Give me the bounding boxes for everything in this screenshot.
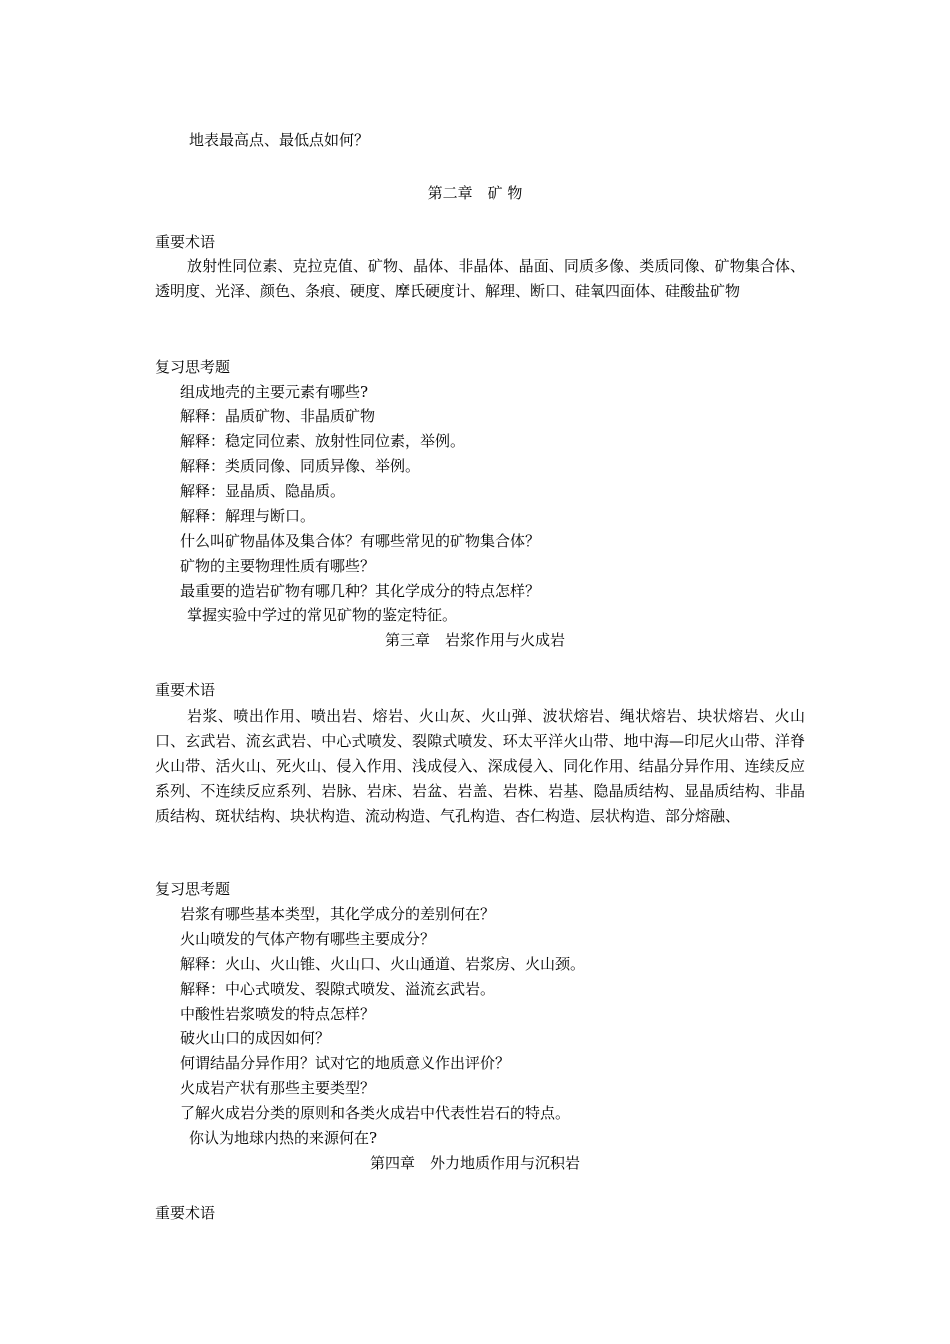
chapter3-question: 解释：中心式喷发、裂隙式喷发、溢流玄武岩。 xyxy=(180,980,496,998)
chapter2-question: 什么叫矿物晶体及集合体？有哪些常见的矿物集合体？ xyxy=(180,532,541,550)
chapter2-terms-text: 放射性同位素、克拉克值、矿物、晶体、非晶体、晶面、同质多像、类质同像、矿物集合体、透明度、光泽、颜色、条痕、硬度、摩氏硬度计、解理、断口、硅氧四面体、硅酸盐矿物 xyxy=(155,257,805,300)
top-question: 地表最高点、最低点如何？ xyxy=(189,131,370,149)
chapter2-review-heading: 复习思考题 xyxy=(155,358,231,376)
chapter2-question: 掌握实验中学过的常见矿物的鉴定特征。 xyxy=(187,606,458,624)
chapter3-question: 解释：火山、火山锥、火山口、火山通道、岩浆房、火山颈。 xyxy=(180,955,586,973)
chapter3-question: 破火山口的成因如何？ xyxy=(180,1029,331,1047)
chapter2-title: 第二章 矿 物 xyxy=(427,184,523,202)
chapter4-title: 第四章 外力地质作用与沉积岩 xyxy=(369,1154,580,1172)
chapter2-question: 组成地壳的主要元素有哪些? xyxy=(180,383,369,401)
chapter3-review-heading: 复习思考题 xyxy=(155,880,231,898)
chapter3-question: 中酸性岩浆喷发的特点怎样？ xyxy=(180,1005,376,1023)
chapter4-terms-heading: 重要术语 xyxy=(155,1204,216,1222)
chapter2-question: 解释：显晶质、隐晶质。 xyxy=(180,482,346,500)
chapter3-terms-heading: 重要术语 xyxy=(155,681,216,699)
chapter2-question: 解释：晶质矿物、非晶质矿物 xyxy=(180,407,376,425)
chapter3-terms-text: 岩浆、喷出作用、喷出岩、熔岩、火山灰、火山弹、波状熔岩、绳状熔岩、块状熔岩、火山口、玄武岩、流玄武岩、中心式喷发、裂隙式喷发、环太平洋火山带、地中海—印尼火山带、洋脊火山带、活火山、死火山、侵入作用、浅成侵入、深成侵入、同化作用、结晶分异作用、连续反应系列、不连续反应系列、岩脉、岩床、岩盆、岩盖、岩株、岩基、隐晶质结构、显晶质结构、非晶质结构、斑状结构、块状构造、流动构造、气孔构造、杏仁构造、层状构造、部分熔融、 xyxy=(155,707,805,825)
chapter2-question: 解释：解理与断口。 xyxy=(180,507,316,525)
chapter3-question: 了解火成岩分类的原则和各类火成岩中代表性岩石的特点。 xyxy=(180,1104,571,1122)
chapter3-question: 何谓结晶分异作用？试对它的地质意义作出评价？ xyxy=(180,1054,511,1072)
chapter2-question: 矿物的主要物理性质有哪些？ xyxy=(180,557,376,575)
chapter3-question: 你认为地球内热的来源何在? xyxy=(189,1129,378,1147)
chapter3-question: 岩浆有哪些基本类型，其化学成分的差别何在？ xyxy=(180,905,496,923)
chapter3-question: 火山喷发的气体产物有哪些主要成分？ xyxy=(180,930,436,948)
chapter2-question: 解释：稳定同位素、放射性同位素，举例。 xyxy=(180,432,466,450)
chapter2-question: 最重要的造岩矿物有哪几种？其化学成分的特点怎样？ xyxy=(180,582,541,600)
chapter3-question: 火成岩产状有那些主要类型？ xyxy=(180,1079,376,1097)
chapter2-terms-heading: 重要术语 xyxy=(155,233,216,251)
chapter3-title: 第三章 岩浆作用与火成岩 xyxy=(384,631,565,649)
chapter2-question: 解释：类质同像、同质异像、举例。 xyxy=(180,457,421,475)
